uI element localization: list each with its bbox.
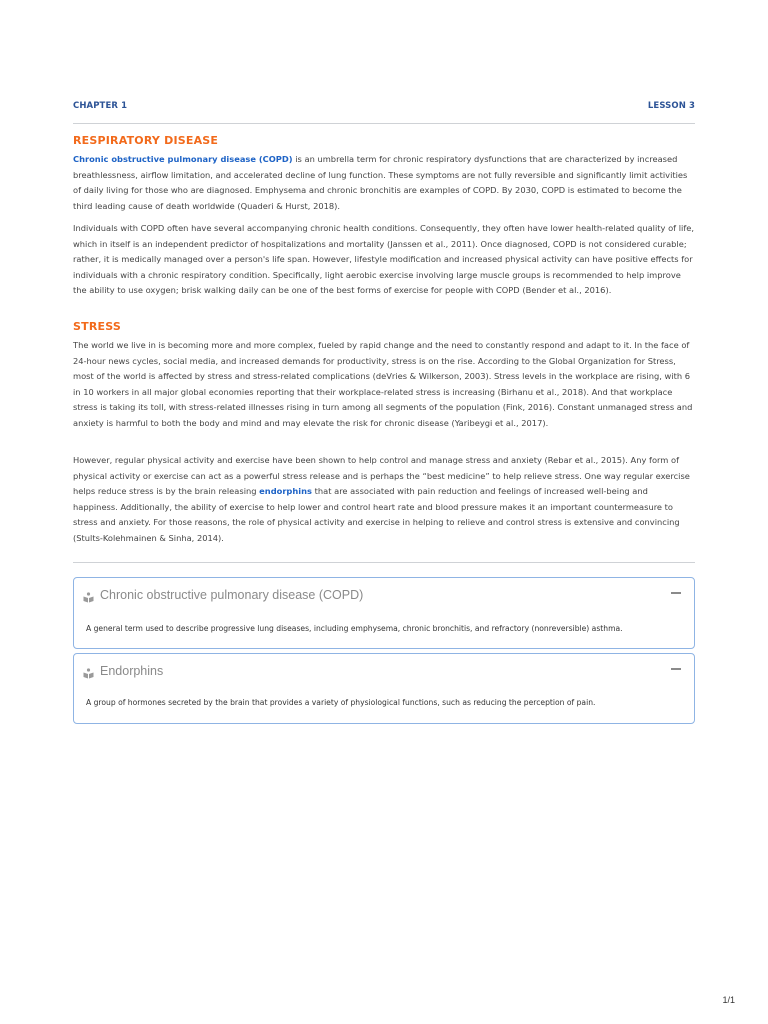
collapse-icon[interactable] bbox=[669, 662, 683, 676]
section-title-stress: STRESS bbox=[73, 320, 121, 333]
glossary-definition: A general term used to describe progressive lung diseases, including emphysema, chronic bronchitis, and refractory (nonreversible) asthma. bbox=[86, 624, 623, 633]
paragraph-copd-intro bbox=[73, 152, 695, 214]
section-title-respiratory: RESPIRATORY DISEASE bbox=[73, 134, 219, 147]
term-link-copd[interactable]: Chronic obstructive pulmonary disease (COPD) bbox=[73, 154, 293, 164]
header-divider bbox=[73, 123, 695, 124]
paragraph-copd-management: Individuals with COPD often have several accompanying chronic health conditions. Consequently, they often have lower health-related quality of life, which in itself is an independent predictor of hospitalizations and mortality (Janssen et al., 2011). Once diagnosed, COPD is not considered curable; rather, it is medically managed over a person's life span. However, lifestyle modification and increased physical activity can have positive effects for individuals with a chronic respiratory condition. Specifically, light aerobic exercise involving large muscle groups is recommended to help improve the ability to use oxygen; brisk walking daily can be one of the best forms of exercise for people with COPD (Bender et al., 2016). bbox=[73, 223, 694, 296]
paragraph-text: However, regular physical activity and exercise have been shown to help control and manage stress and anxiety (Rebar et al., 2015). Any form of physical activity or exercise can act as a powerful stress release and is perhaps the “best medicine” to help relieve stress. One way regular exercise helps reduce stress is by the brain releasing bbox=[73, 455, 690, 497]
glossary-card-header[interactable] bbox=[83, 663, 163, 679]
section-divider bbox=[73, 562, 695, 563]
reader-icon bbox=[83, 666, 94, 677]
lesson-label: LESSON 3 bbox=[647, 101, 695, 111]
glossary-term: Chronic obstructive pulmonary disease (COPD) bbox=[100, 588, 364, 602]
glossary-term: Endorphins bbox=[100, 664, 164, 678]
paragraph-stress-exercise bbox=[73, 453, 695, 547]
page-header bbox=[73, 101, 695, 115]
glossary-card-endorphins bbox=[73, 653, 695, 724]
glossary-definition: A group of hormones secreted by the brain that provides a variety of physiological functions, such as reducing the perception of pain. bbox=[86, 698, 596, 707]
term-link-endorphins[interactable]: endorphins bbox=[259, 486, 312, 497]
collapse-icon[interactable] bbox=[669, 586, 683, 600]
chapter-label: CHAPTER 1 bbox=[73, 101, 128, 111]
page-number: 1/1 bbox=[722, 995, 735, 1005]
paragraph-text: is an umbrella term for chronic respiratory dysfunctions that are characterized by increased breathlessness, airflow limitation, and accelerated decline of lung function. These symptoms are not fully reversible and significantly limit activities of daily living for those who are diagnosed. Emphysema and chronic bronchitis are examples of COPD. By 2030, COPD is estimated to become the third leading cause of death worldwide (Quaderi & Hurst, 2018). bbox=[73, 154, 688, 211]
paragraph-stress-intro: The world we live in is becoming more and more complex, fueled by rapid change and the need to constantly respond and adapt to it. In the face of 24-hour news cycles, social media, and increased demands for productivity, stress is on the rise. According to the Global Organization for Stress, most of the world is affected by stress and stress-related complications (deVries & Wilkerson, 2003). Stress levels in the workplace are rising, with 6 in 10 workers in all major global economies reporting that their workplace-related stress is increasing (Birhanu et al., 2018). And that workplace stress is taking its toll, with stress-related illnesses rising in turn among all segments of the population (Fink, 2016). Constant unmanaged stress and anxiety is harmful to both the body and mind and may elevate the risk for chronic disease (Yaribeygi et al., 2017). bbox=[73, 340, 693, 428]
reader-icon bbox=[83, 590, 94, 601]
glossary-card-copd bbox=[73, 577, 695, 649]
glossary-card-header[interactable] bbox=[83, 587, 363, 603]
paragraph-text: that are associated with pain reduction and feelings of increased well-being and happiness. Additionally, the ability of exercise to help lower and control heart rate and blood pressure makes it an important countermeasure to stress and anxiety. For those reasons, the role of physical activity and exercise in helping to relieve and control stress is extensive and convincing (Stults-Kolehmainen & Sinha, 2014). bbox=[73, 486, 680, 543]
